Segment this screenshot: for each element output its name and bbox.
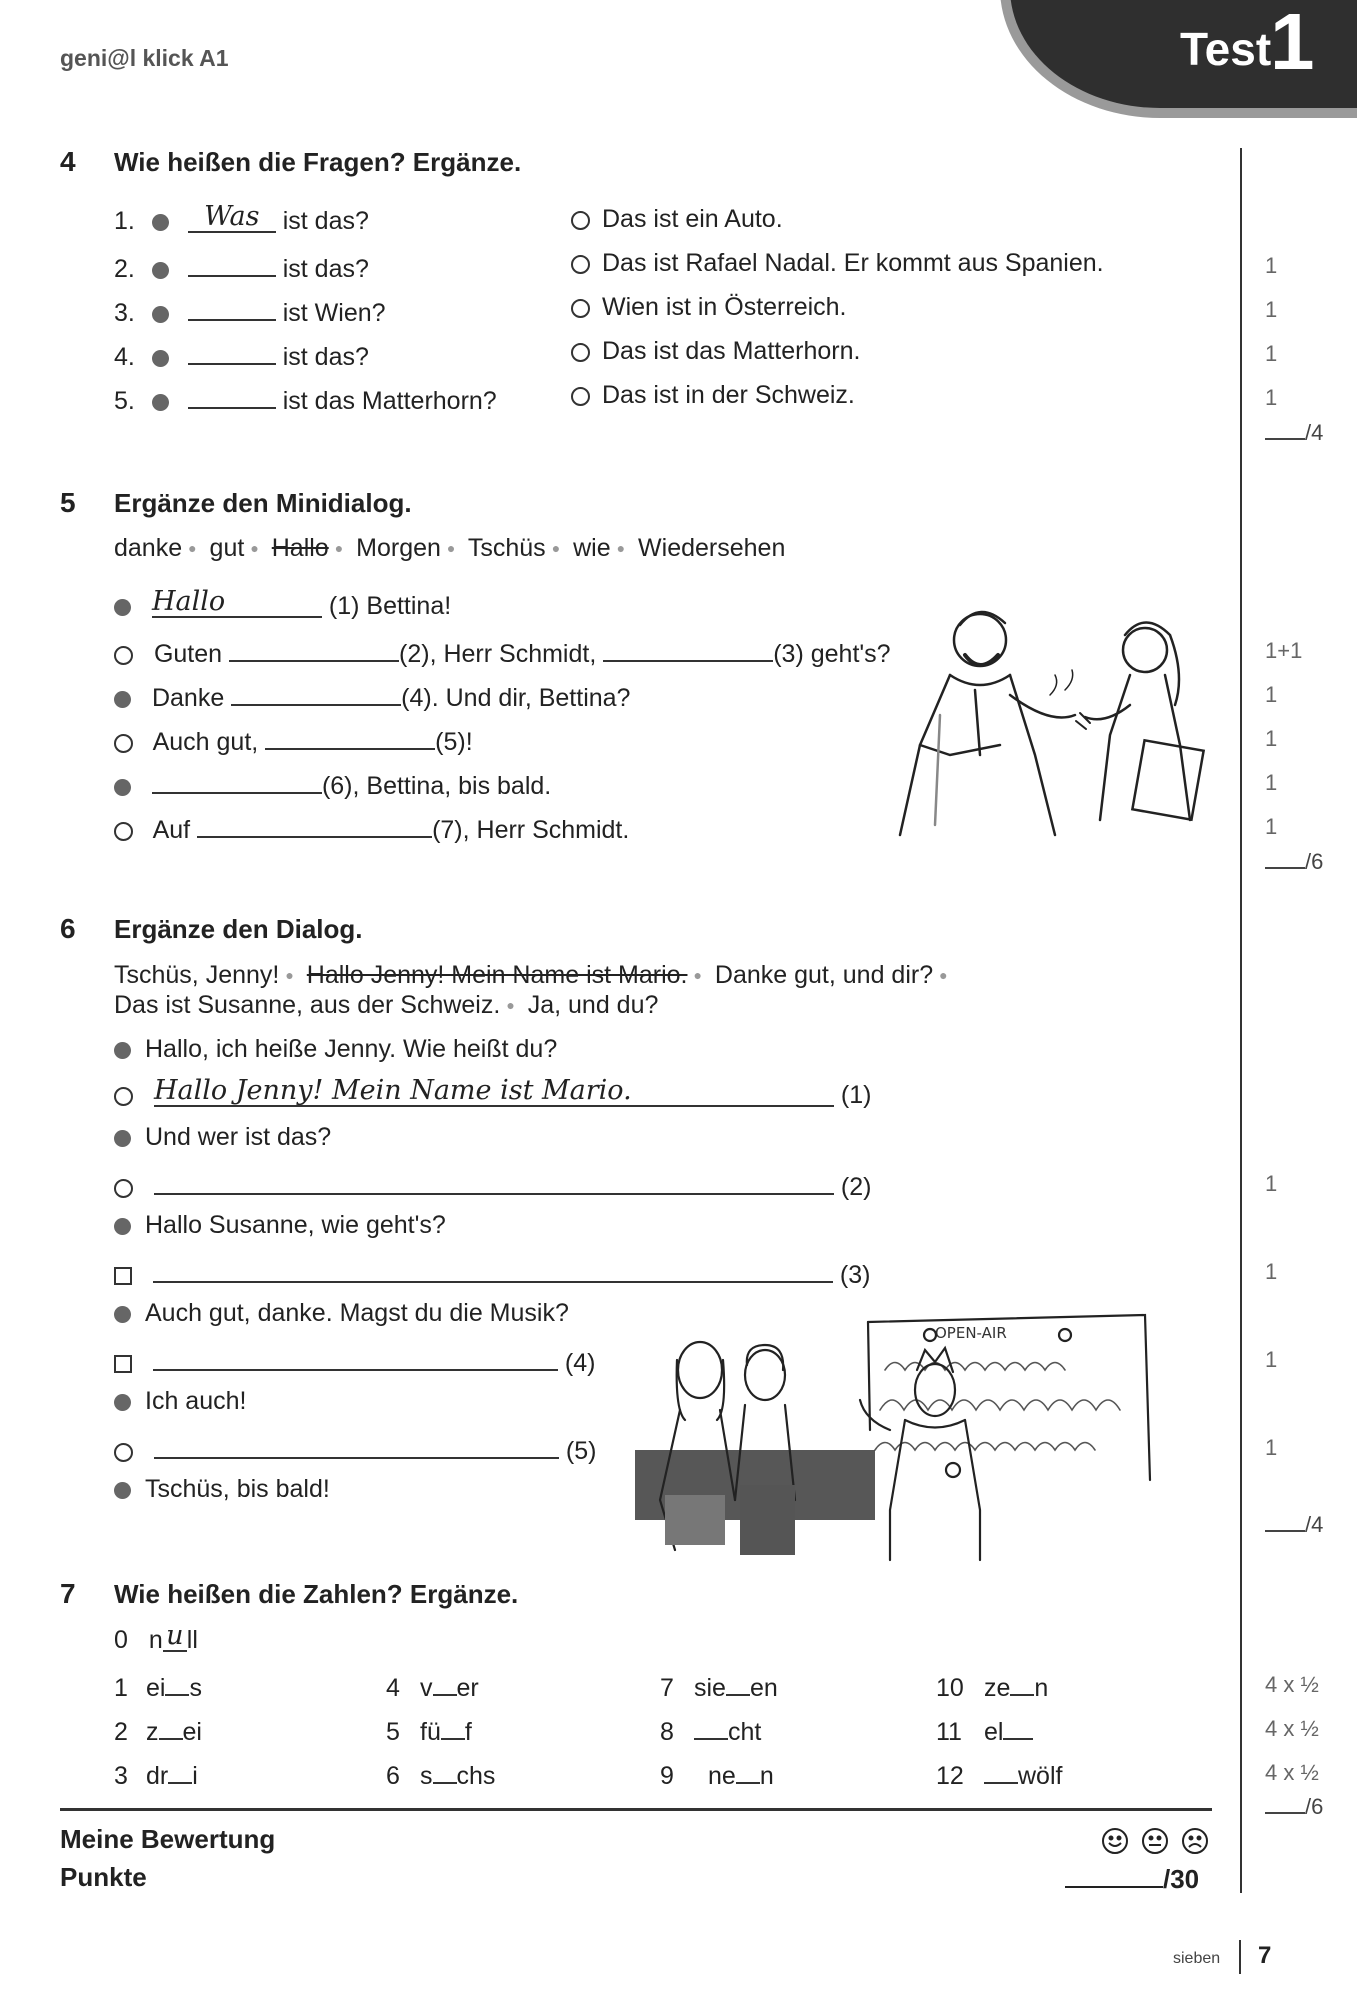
answer-row (571, 205, 783, 234)
answer-blank[interactable] (153, 1255, 833, 1283)
footer-rule (60, 1808, 1212, 1811)
score-value: 1 (1265, 770, 1278, 795)
letter-blank[interactable] (694, 1712, 728, 1740)
speaker-a-dot-icon (114, 1306, 131, 1323)
points-total-field[interactable]: /30 (1065, 1862, 1199, 1895)
speaker-b-circle-icon (114, 1179, 133, 1198)
answer-blank[interactable] (188, 337, 276, 365)
section-7-title: Wie heißen die Zahlen? Ergänze. (114, 1579, 519, 1609)
answer-row (571, 337, 860, 366)
rating-faces (1100, 1826, 1212, 1856)
speaker-a-dot-icon (114, 779, 131, 796)
rating-label: Meine Bewertung (60, 1824, 276, 1854)
dialog-line (114, 722, 473, 757)
answer-blank[interactable]: Hallo Jenny! Mein Name ist Mario. (154, 1079, 834, 1107)
letter-blank[interactable] (159, 1712, 183, 1740)
test-tab-number: 1 (1270, 0, 1315, 86)
happy-face-icon[interactable] (1103, 1829, 1127, 1853)
question-row (114, 293, 386, 328)
answer-text: Das ist in der Schweiz. (602, 381, 855, 409)
answer-blank[interactable] (188, 249, 276, 277)
letter-blank[interactable] (984, 1756, 1018, 1784)
speaker-a-dot-icon (114, 691, 131, 708)
letter-blank[interactable] (433, 1668, 457, 1696)
number-item: 6 s chs (386, 1756, 495, 1791)
dialog-line (114, 1035, 557, 1064)
dialog-text: Danke (151, 684, 225, 712)
score-value: 1 (1265, 1171, 1278, 1196)
answer-row (571, 381, 855, 410)
score-value: 1 (1265, 726, 1278, 751)
section-5-number: 5 (60, 487, 76, 518)
score-value: 1 (1265, 682, 1278, 707)
number-item: 8 cht (660, 1712, 761, 1747)
speaker-a-dot-icon (152, 306, 169, 323)
score-value: 1 (1265, 297, 1278, 322)
line-number: (2) (840, 1173, 872, 1201)
number-item: 4 v er (386, 1668, 479, 1703)
number-item: 11 el (936, 1712, 1033, 1747)
dialog-text: (7), Herr Schmidt. (432, 816, 630, 844)
speaker-a-dot-icon (114, 1394, 131, 1411)
score-value: 1 (1265, 1259, 1278, 1284)
neutral-face-icon[interactable] (1143, 1829, 1167, 1853)
letter-blank[interactable] (433, 1756, 457, 1784)
dialog-text: Auch gut, danke. Magst du die Musik? (145, 1299, 569, 1327)
section-6-total[interactable]: /4 (1265, 1510, 1323, 1538)
letter-blank[interactable] (165, 1668, 189, 1696)
dialog-text: Guten (153, 640, 223, 668)
question-text: ist das Matterhorn? (282, 387, 497, 415)
speaker-a-dot-icon (152, 262, 169, 279)
score-value: 1 (1265, 814, 1278, 839)
speaker-a-dot-icon (114, 599, 131, 616)
dialog-line (114, 678, 630, 713)
row-number: 1. (114, 207, 135, 235)
answer-row (571, 293, 847, 322)
speaker-a-dot-icon (114, 1482, 131, 1499)
letter-blank[interactable] (1003, 1712, 1033, 1740)
dialog-text: Hallo Susanne, wie geht's? (145, 1211, 446, 1239)
number-item: 7 sie en (660, 1668, 778, 1703)
answer-blank[interactable]: Hallo (152, 590, 322, 618)
dialog-line (114, 1475, 330, 1504)
speaker-b-circle-icon (114, 1443, 133, 1462)
answer-row (571, 249, 1104, 278)
word-box: danke ● gut ● Hallo ● Morgen ● Tschüs ● wie ● Wiedersehen (114, 534, 786, 562)
dialog-text: Und wer ist das? (145, 1123, 332, 1151)
dialog-text: (6), Bettina, bis bald. (321, 772, 552, 800)
row-number: 5. (114, 387, 135, 415)
question-text: ist Wien? (282, 299, 386, 327)
option-text: Ja, und du? (527, 991, 659, 1019)
test-tab-label: Test (1180, 23, 1272, 75)
section-4-total[interactable]: /4 (1265, 418, 1323, 446)
number-item: 9 ne n (660, 1756, 774, 1791)
brand-label: geni@l klick A1 (60, 45, 229, 71)
open-air-concert-illustration (635, 1310, 1165, 1570)
word-option: Tschüs (467, 534, 546, 562)
question-text: ist das? (282, 255, 369, 283)
score-value: 1 (1265, 385, 1278, 410)
points-label: Punkte (60, 1862, 147, 1892)
dialog-text: Auf (152, 816, 191, 844)
section-7-total[interactable]: /6 (1265, 1792, 1323, 1820)
speaker-b-circle-icon (571, 255, 590, 274)
score-value: 1 (1265, 1347, 1278, 1372)
line-number: (4) (564, 1349, 596, 1377)
answer-blank[interactable] (154, 1431, 559, 1459)
section-5-title: Ergänze den Minidialog. (114, 488, 412, 518)
number-item: 3 dr i (114, 1756, 198, 1791)
score-value: 4 x ½ (1265, 1760, 1319, 1785)
open-air-sign-text: OPEN-AIR (935, 1324, 1007, 1342)
dialog-text: (1) Bettina! (328, 592, 452, 620)
option-text-used: Hallo Jenny! Mein Name ist Mario. (306, 961, 688, 989)
speaker-b-circle-icon (571, 343, 590, 362)
letter-blank[interactable] (1010, 1668, 1034, 1696)
dialog-line (114, 1387, 246, 1416)
option-text: Das ist Susanne, aus der Schweiz. (114, 991, 501, 1019)
row-number: 4. (114, 343, 135, 371)
page-word: sieben (1173, 1950, 1221, 1967)
number-item: 10 ze n (936, 1668, 1048, 1703)
section-6-title: Ergänze den Dialog. (114, 914, 363, 944)
dialog-line (114, 634, 891, 669)
dialog-line (114, 1343, 595, 1378)
speaker-b-circle-icon (571, 387, 590, 406)
letter-blank[interactable] (726, 1668, 750, 1696)
question-row (114, 249, 369, 284)
speaker-a-dot-icon (152, 394, 169, 411)
section-4-title: Wie heißen die Fragen? Ergänze. (114, 147, 522, 177)
option-text: Danke gut, und dir? (714, 961, 934, 989)
answer-blank[interactable]: Was (188, 205, 276, 233)
answer-blank[interactable] (197, 810, 432, 838)
word-option-used: Hallo (271, 534, 329, 562)
speaker-a-dot-icon (114, 1130, 131, 1147)
answer-blank[interactable] (229, 634, 399, 662)
score-value: 1 (1265, 1435, 1278, 1460)
number-example (114, 1620, 198, 1655)
number-index: 0 (114, 1626, 128, 1654)
answer-blank[interactable] (188, 293, 276, 321)
speaker-b-circle-icon (114, 1087, 133, 1106)
dialog-line (114, 766, 551, 801)
answer-text: Das ist Rafael Nadal. Er kommt aus Spanien. (602, 249, 1104, 277)
dialog-text: Hallo, ich heiße Jenny. Wie heißt du? (145, 1035, 558, 1063)
answer-text: Wien ist in Österreich. (602, 293, 847, 321)
line-number: (3) (839, 1261, 871, 1289)
speaker-c-square-icon (114, 1355, 132, 1373)
dialog-line (114, 586, 452, 621)
score-value: 4 x ½ (1265, 1672, 1319, 1697)
option-list: Tschüs, Jenny! ● Hallo Jenny! Mein Name ist Mario. ● Danke gut, und dir? ● (114, 961, 948, 989)
section-6-number: 6 (60, 913, 76, 944)
dialog-text: (4). Und dir, Bettina? (401, 684, 631, 712)
dialog-line (114, 1255, 870, 1290)
page-divider (1239, 1940, 1241, 1974)
answer-blank[interactable] (153, 1343, 558, 1371)
word-end: ll (186, 1626, 198, 1654)
word-option: Morgen (356, 534, 441, 562)
dialog-line (114, 1123, 331, 1152)
answer-blank[interactable] (603, 634, 773, 662)
section-4-number: 4 (60, 146, 76, 177)
dialog-line (114, 1167, 871, 1202)
dialog-text: (5)! (435, 728, 473, 756)
answer-text: Das ist das Matterhorn. (602, 337, 861, 365)
word-option: gut (209, 534, 245, 562)
number-item: 2 z ei (114, 1712, 202, 1747)
word-start: n (148, 1626, 163, 1654)
dialog-text: Auch gut, (152, 728, 259, 756)
dialog-line (114, 1211, 446, 1240)
page-number: 7 (1258, 1942, 1272, 1969)
speaker-b-circle-icon (114, 734, 133, 753)
speaker-c-square-icon (114, 1267, 132, 1285)
speaker-b-circle-icon (114, 822, 133, 841)
dialog-text: Ich auch! (145, 1387, 247, 1415)
question-text: ist das? (282, 343, 369, 371)
section-5-total[interactable]: /6 (1265, 847, 1323, 875)
sad-face-icon[interactable] (1183, 1829, 1207, 1853)
letter-blank[interactable] (168, 1756, 192, 1784)
score-value: 1 (1265, 253, 1278, 278)
speaker-a-dot-icon (152, 350, 169, 367)
option-list: Das ist Susanne, aus der Schweiz. ● Ja, und du? (114, 991, 659, 1019)
speaker-a-dot-icon (152, 214, 169, 231)
line-number: (5) (565, 1437, 597, 1465)
answer-blank[interactable] (152, 766, 322, 794)
letter-blank[interactable] (441, 1712, 465, 1740)
dialog-line (114, 810, 629, 845)
row-number: 3. (114, 299, 135, 327)
line-number: (1) (840, 1081, 872, 1109)
score-column-divider (1240, 148, 1242, 1893)
dialog-text: (3) geht's? (773, 640, 891, 668)
dialog-text: (2), Herr Schmidt, (399, 640, 597, 668)
answer-blank[interactable] (265, 722, 435, 750)
answer-blank[interactable] (231, 678, 401, 706)
speaker-a-dot-icon (114, 1042, 131, 1059)
number-item: 1 ei s (114, 1668, 202, 1703)
answer-blank[interactable] (154, 1167, 834, 1195)
letter-blank[interactable]: u (163, 1624, 187, 1652)
speaker-b-circle-icon (571, 299, 590, 318)
dialog-line (114, 1075, 872, 1110)
speaker-b-circle-icon (571, 211, 590, 230)
dialog-line (114, 1299, 569, 1328)
question-row (114, 381, 497, 416)
section-7-number: 7 (60, 1578, 76, 1609)
word-option: Wiedersehen (638, 534, 786, 562)
speaker-b-circle-icon (114, 646, 133, 665)
answer-blank[interactable] (188, 381, 276, 409)
question-text: ist das? (282, 207, 369, 235)
answer-text: Das ist ein Auto. (602, 205, 783, 233)
score-value: 4 x ½ (1265, 1716, 1319, 1741)
number-item: 12 wölf (936, 1756, 1062, 1791)
speaker-a-dot-icon (114, 1218, 131, 1235)
score-value: 1 (1265, 341, 1278, 366)
question-row (114, 337, 369, 372)
row-number: 2. (114, 255, 135, 283)
dialog-line (114, 1431, 596, 1466)
dialog-text: Tschüs, bis bald! (145, 1475, 330, 1503)
score-value: 1+1 (1265, 638, 1303, 663)
word-option: danke (114, 534, 183, 562)
word-option: wie (573, 534, 611, 562)
number-item: 5 fü f (386, 1712, 472, 1747)
handshake-illustration (880, 595, 1215, 845)
option-text: Tschüs, Jenny! (114, 961, 280, 989)
question-row (114, 201, 369, 236)
letter-blank[interactable] (736, 1756, 760, 1784)
